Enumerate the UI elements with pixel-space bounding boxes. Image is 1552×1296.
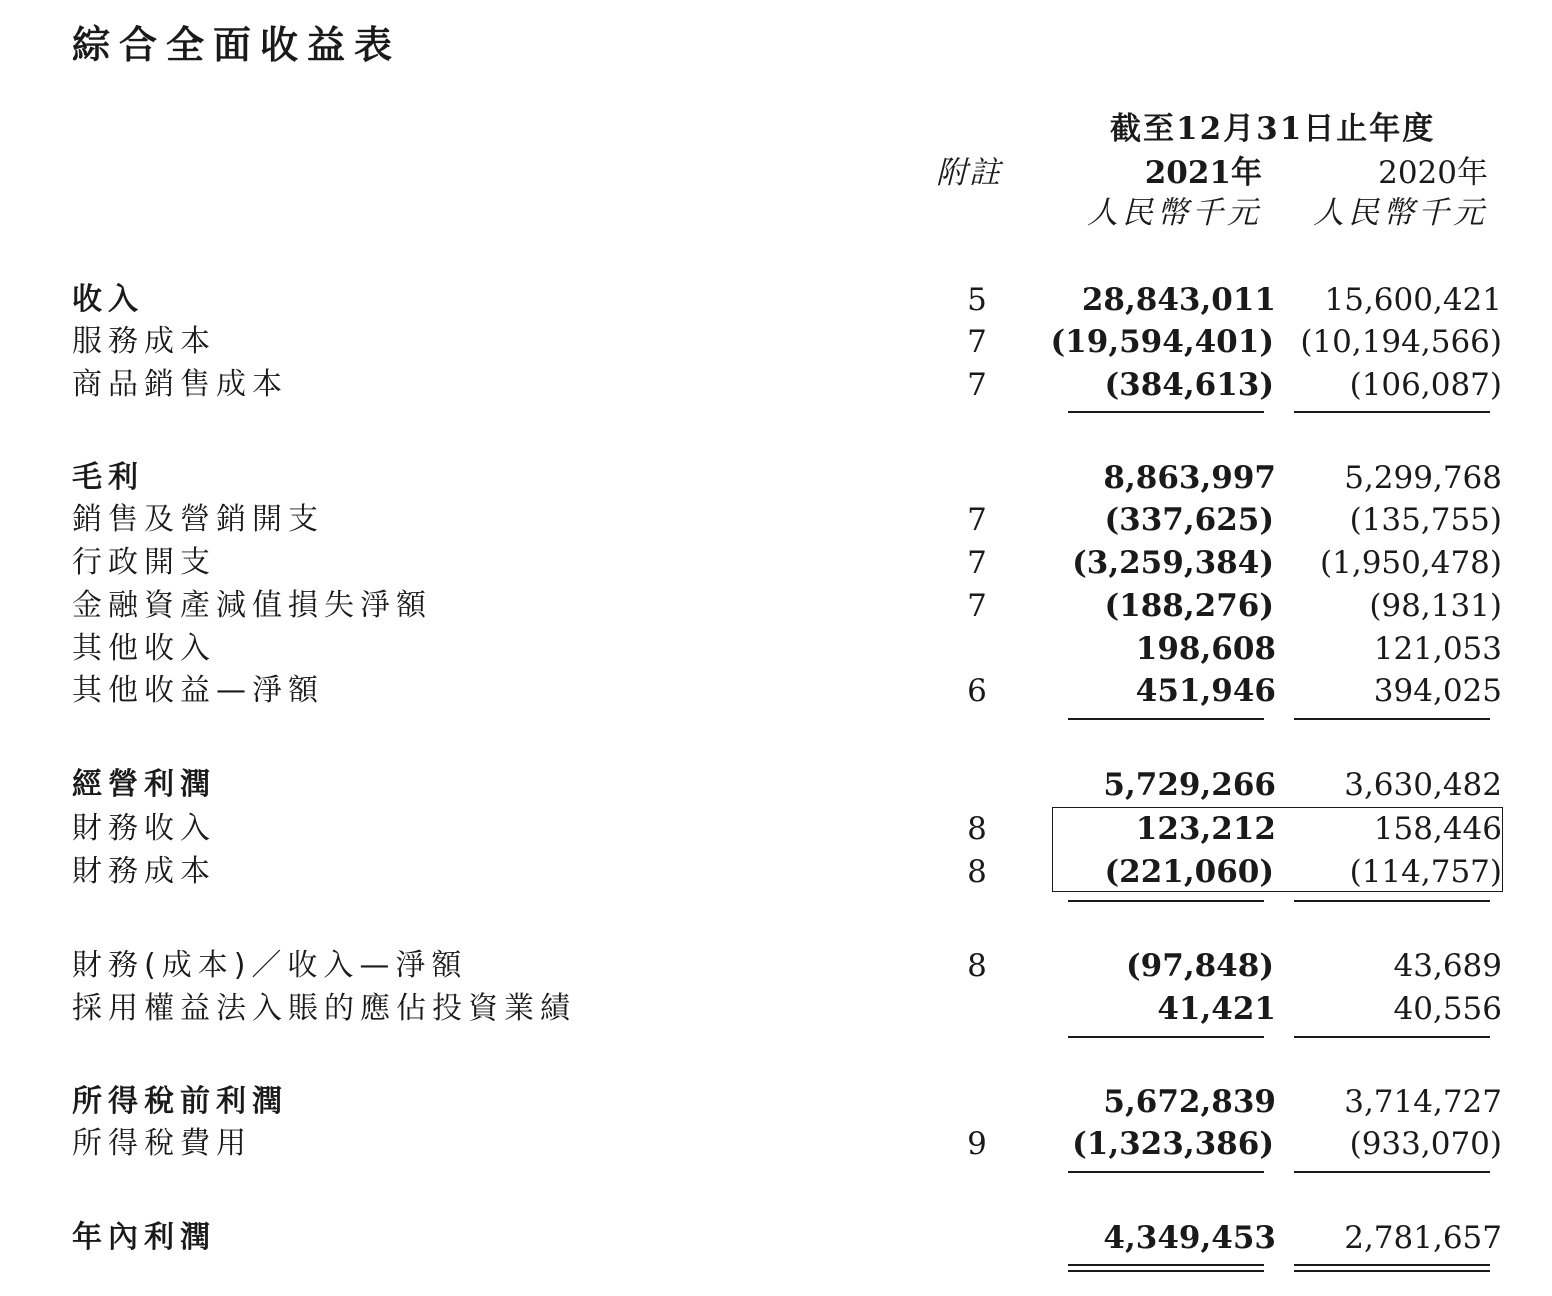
subtotal-rule	[1068, 718, 1264, 720]
row-value-2020: (114,757)	[1349, 854, 1502, 890]
subtotal-rule	[1294, 1171, 1490, 1173]
row-value-2021: 451,946	[1135, 673, 1276, 709]
row-label: 其他收入	[72, 631, 216, 666]
row-label: 其他收益—淨額	[72, 673, 324, 708]
row-value-2021: 5,729,266	[1103, 767, 1276, 803]
row-label: 年內利潤	[72, 1220, 216, 1255]
statement-row-net-finance	[0, 946, 1552, 986]
row-note: 5	[967, 282, 987, 318]
subtotal-rule	[1294, 718, 1490, 720]
statement-row-cost-of-services	[0, 322, 1552, 362]
row-note: 7	[967, 588, 987, 624]
row-label: 所得稅前利潤	[72, 1084, 288, 1119]
row-label: 所得稅費用	[72, 1126, 252, 1161]
note-column-header: 附註	[936, 155, 1002, 191]
row-label: 服務成本	[72, 324, 216, 359]
row-label: 銷售及營銷開支	[72, 502, 324, 537]
row-label: 採用權益法入賬的應佔投資業績	[72, 991, 576, 1026]
statement-row-gross-profit	[0, 458, 1552, 498]
statement-row-selling-expenses	[0, 500, 1552, 540]
row-label: 毛利	[72, 460, 144, 495]
unit-2021-header: 人民幣千元	[1087, 195, 1262, 231]
row-value-2021: 123,212	[1135, 811, 1276, 847]
statement-row-income-tax	[0, 1124, 1552, 1164]
row-note: 7	[967, 545, 987, 581]
row-value-2021: (188,276)	[1104, 588, 1274, 624]
row-label: 經營利潤	[72, 767, 216, 802]
subtotal-rule	[1294, 900, 1490, 902]
row-value-2020: 121,053	[1373, 631, 1502, 667]
row-label: 金融資產減值損失淨額	[72, 588, 432, 623]
row-note: 6	[967, 673, 987, 709]
row-note: 7	[967, 324, 987, 360]
row-value-2020: (98,131)	[1369, 588, 1502, 624]
row-label: 商品銷售成本	[72, 367, 288, 402]
subtotal-rule	[1068, 900, 1264, 902]
row-value-2020: 2,781,657	[1344, 1220, 1502, 1256]
row-value-2021: 5,672,839	[1103, 1084, 1276, 1120]
unit-2020-header: 人民幣千元	[1313, 195, 1488, 231]
row-value-2021: 28,843,011	[1081, 282, 1276, 318]
statement-row-profit-for-year	[0, 1218, 1552, 1258]
row-label: 收入	[72, 282, 144, 317]
subtotal-rule	[1068, 411, 1264, 413]
total-double-rule	[1294, 1264, 1490, 1272]
statement-row-share-of-results	[0, 989, 1552, 1029]
row-label: 財務成本	[72, 854, 216, 889]
total-double-rule	[1068, 1264, 1264, 1272]
row-value-2021: 41,421	[1157, 991, 1276, 1027]
subtotal-rule	[1068, 1171, 1264, 1173]
statement-row-profit-before-tax	[0, 1082, 1552, 1122]
statement-row-revenue	[0, 280, 1552, 320]
row-value-2020: 43,689	[1393, 948, 1502, 984]
row-value-2020: 5,299,768	[1344, 460, 1502, 496]
row-note: 8	[967, 854, 987, 890]
statement-row-admin-expenses	[0, 543, 1552, 583]
row-value-2021: 8,863,997	[1103, 460, 1276, 496]
statement-row-cost-of-goods-sold	[0, 365, 1552, 405]
row-value-2020: (10,194,566)	[1300, 324, 1502, 360]
row-value-2021: (384,613)	[1104, 367, 1274, 403]
row-value-2020: (1,950,478)	[1320, 545, 1502, 581]
row-value-2021: 198,608	[1135, 631, 1276, 667]
year-2020-header: 2020年	[1378, 155, 1488, 191]
row-note: 8	[967, 948, 987, 984]
row-note: 7	[967, 367, 987, 403]
row-value-2020: (933,070)	[1349, 1126, 1502, 1162]
row-label: 行政開支	[72, 545, 216, 580]
row-value-2020: 3,630,482	[1344, 767, 1502, 803]
statement-row-impairment-losses	[0, 586, 1552, 626]
row-value-2020: 40,556	[1393, 991, 1502, 1027]
statement-row-operating-profit	[0, 765, 1552, 805]
row-value-2020: (106,087)	[1349, 367, 1502, 403]
year-2021-header: 2021年	[1144, 155, 1262, 191]
row-value-2021: (3,259,384)	[1072, 545, 1274, 581]
row-value-2020: 394,025	[1373, 673, 1502, 709]
row-value-2021: (19,594,401)	[1050, 324, 1274, 360]
statement-row-other-gains	[0, 671, 1552, 711]
row-note: 7	[967, 502, 987, 538]
row-value-2020: 158,446	[1373, 811, 1502, 847]
page-title: 綜合全面收益表	[72, 23, 402, 67]
row-value-2021: (337,625)	[1104, 502, 1274, 538]
row-value-2021: 4,349,453	[1103, 1220, 1276, 1256]
period-header: 截至12月31日止年度	[1110, 111, 1436, 147]
row-value-2020: 3,714,727	[1344, 1084, 1502, 1120]
statement-row-finance-income	[0, 809, 1552, 849]
statement-row-finance-costs	[0, 852, 1552, 892]
row-value-2021: (1,323,386)	[1072, 1126, 1274, 1162]
subtotal-rule	[1294, 411, 1490, 413]
row-note: 9	[967, 1126, 987, 1162]
row-label: 財務收入	[72, 811, 216, 846]
row-value-2021: (97,848)	[1126, 948, 1274, 984]
row-value-2020: 15,600,421	[1324, 282, 1502, 318]
row-value-2021: (221,060)	[1104, 854, 1274, 890]
statement-row-other-income	[0, 629, 1552, 669]
subtotal-rule	[1068, 1036, 1264, 1038]
row-value-2020: (135,755)	[1349, 502, 1502, 538]
row-note: 8	[967, 811, 987, 847]
subtotal-rule	[1294, 1036, 1490, 1038]
row-label: 財務(成本)／收入—淨額	[72, 948, 468, 983]
